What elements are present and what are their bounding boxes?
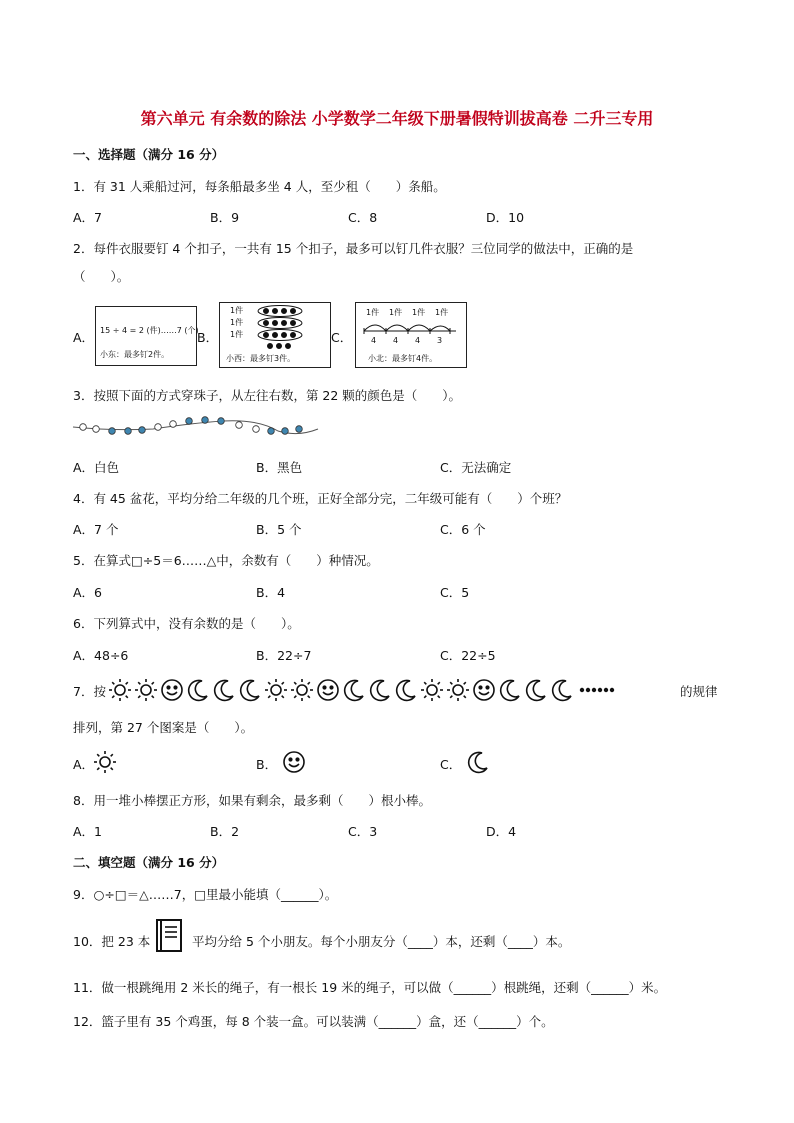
moon-icon [501,680,519,700]
smile-icon [474,680,494,700]
q8-option-d[interactable]: D．4 [486,824,517,839]
page-title: 第六单元 有余数的除法 小学数学二年级下册暑假特训拔高卷 二升三专用 [140,109,654,128]
moon-icon [397,680,415,700]
q2-box-c-num-4: 3 [437,336,443,345]
q2-box-b-caption: 小西：最多钉3件。 [226,354,296,363]
q2-box-b [219,302,331,368]
q2-box-b-label-1: 1件 [230,306,244,315]
question-2-line1: 2．每件衣服要钉 4 个扣子，一共有 15 个扣子，最多可以钉几件衣服？三位同学的做法中，正确的是 [73,241,634,256]
sun-icon [447,679,469,701]
section-heading-choice: 一、选择题（满分 16 分） [73,147,225,162]
question-7-prefix: 7．按 [73,684,106,699]
q4-option-b[interactable]: B．5 个 [256,522,302,537]
q2-option-a[interactable]: A． [73,330,95,345]
moon-icon [466,750,490,774]
book-icon [155,918,185,954]
bead-string-drawing [73,415,323,445]
q1-option-c[interactable]: C．8 [348,210,378,225]
question-10-prefix: 10．把 23 本 [73,934,151,949]
q2-box-c-seg-2: 1件 [389,308,403,317]
q2-box-c-seg-1: 1件 [366,308,380,317]
q8-option-a[interactable]: A．1 [73,824,103,839]
q2-box-c-seg-4: 1件 [435,308,449,317]
q2-box-a-equation: 15 ÷ 4 = 2 (件)……7 (个) [100,326,199,335]
q3-option-b[interactable]: B．黑色 [256,460,303,475]
smile-icon [282,750,306,774]
question-6: 6．下列算式中，没有余数的是（ ）。 [73,616,300,631]
q8-option-c[interactable]: C．3 [348,824,378,839]
smile-icon [318,680,338,700]
q7-option-b[interactable]: B． [256,757,278,772]
q4-option-c[interactable]: C．6 个 [440,522,486,537]
question-9: 9．○÷□＝△……7，□里最小能填（______）。 [73,887,338,902]
question-2-line2: （ ）。 [73,269,130,284]
q2-box-c-seg-3: 1件 [412,308,426,317]
q2-box-c-num-3: 4 [415,336,421,345]
ellipsis-dot [580,688,584,692]
question-7-suffix: 的规律 [680,684,718,699]
q2-box-a-caption: 小东：最多钉2件。 [100,350,170,359]
q1-option-d[interactable]: D．10 [486,210,525,225]
q8-option-b[interactable]: B．2 [210,824,240,839]
q1-option-b[interactable]: B．9 [210,210,240,225]
q7-option-c[interactable]: C． [440,757,462,772]
section-heading-fill: 二、填空题（满分 16 分） [73,855,225,870]
q1-option-a[interactable]: A．7 [73,210,103,225]
q6-option-c[interactable]: C．22÷5 [440,648,496,663]
ellipsis-dot [592,688,596,692]
question-7-line2: 排列，第 27 个图案是（ ）。 [73,720,254,735]
sun-icon [93,750,117,774]
q3-option-a[interactable]: A．白色 [73,460,120,475]
q2-box-c-caption: 小北：最多钉4件。 [368,354,438,363]
ellipsis-dot [610,688,614,692]
question-12: 12．篮子里有 35 个鸡蛋，每 8 个装一盒。可以装满（______）盒，还（______）个。 [73,1014,554,1029]
q6-option-b[interactable]: B．22÷7 [256,648,312,663]
ellipsis-dot [586,688,590,692]
q2-box-b-label-3: 1件 [230,330,244,339]
ellipsis-dot [598,688,602,692]
question-3: 3．按照下面的方式穿珠子，从左往右数，第 22 颗的颜色是（ ）。 [73,388,462,403]
q5-option-b[interactable]: B．4 [256,585,286,600]
question-11: 11．做一根跳绳用 2 米长的绳子，有一根长 19 米的绳子，可以做（______）根跳绳，还剩（______）米。 [73,980,667,995]
q2-box-c [355,302,467,368]
q3-option-c[interactable]: C．无法确定 [440,460,512,475]
moon-icon [553,680,571,700]
question-1: 1．有 31 人乘船过河，每条船最多坐 4 人，至少租（ ）条船。 [73,179,446,194]
sun-icon [109,679,131,701]
pattern-sequence [108,676,688,706]
q6-option-a[interactable]: A．48÷6 [73,648,129,663]
smile-icon [162,680,182,700]
moon-icon [189,680,207,700]
moon-icon [371,680,389,700]
q2-box-b-label-2: 1件 [230,318,244,327]
question-5: 5．在算式□÷5＝6……△中，余数有（ ）种情况。 [73,553,379,568]
question-4: 4．有 45 盆花，平均分给二年级的几个班，正好全部分完，二年级可能有（ ）个班？ [73,491,568,506]
q4-option-a[interactable]: A．7 个 [73,522,119,537]
q2-box-c-num-1: 4 [371,336,377,345]
sun-icon [135,679,157,701]
question-10-suffix: 平均分给 5 个小朋友。每个小朋友分（____）本，还剩（____）本。 [192,934,571,949]
q5-option-a[interactable]: A．6 [73,585,103,600]
moon-icon [345,680,363,700]
sun-icon [265,679,287,701]
sun-icon [291,679,313,701]
moon-icon [215,680,233,700]
q2-box-a [95,306,197,366]
moon-icon [241,680,259,700]
q7-option-a[interactable]: A． [73,757,95,772]
question-8: 8．用一堆小棒摆正方形，如果有剩余，最多剩（ ）根小棒。 [73,793,431,808]
q5-option-c[interactable]: C．5 [440,585,470,600]
q2-box-c-num-2: 4 [393,336,399,345]
ellipsis-dot [604,688,608,692]
q2-option-c[interactable]: C． [331,330,353,345]
moon-icon [527,680,545,700]
q2-option-b[interactable]: B． [197,330,219,345]
sun-icon [421,679,443,701]
